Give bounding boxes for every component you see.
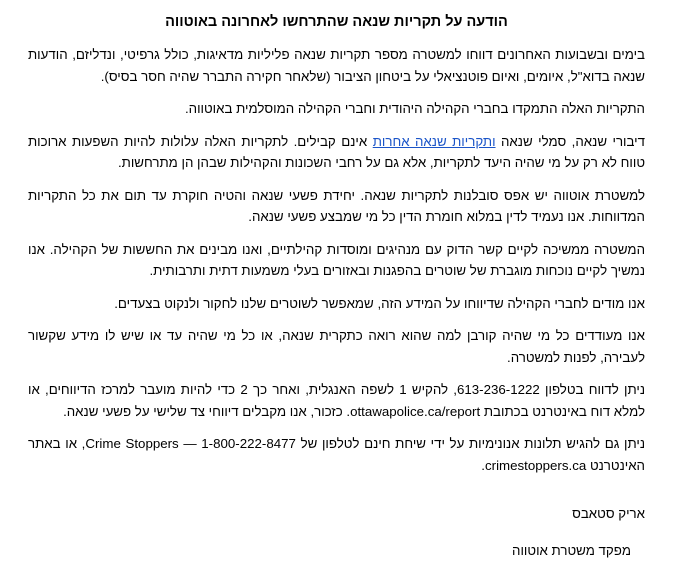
paragraph-1: בימים ובשבועות האחרונים דווחו למשטרה מספר תקריות שנאה פליליות מדאיגות, כולל גרפיטי, ונדליזם, הודעות שנאה בדוא"ל, איומים, ואיום פוטנציאלי על ביטחון הציבור (שלאחר חקירה התברר שהיה חסר בסיס). — [28, 47, 645, 84]
signature-block — [28, 503, 645, 562]
paragraph-2: התקריות האלה התמקדו בחברי הקהילה היהודית וחברי הקהילה המוסלמית באוטווה. — [184, 101, 645, 117]
paragraph-6: אנו מודים לחברי הקהילה שדיווחו על המידע הזה, שמאפשר לשוטרים שלנו לחקור ולנקוט בצעדים. — [114, 295, 645, 311]
paragraph-3-text-after: אינם קבילים. לתקריות האלה עלולות להיות השפעות ארוכות טווח לא רק על מי שהיה היעד לתקריות, אלא גם על רחבי השכונות והקהילות שבהן הן מתרחשות. — [28, 133, 645, 171]
signature-name: אריק סטאבס — [572, 505, 645, 521]
paragraph-7: אנו מעודדים כל מי שהיה קורבן למה שהוא רואה כתקרית שנאה, או כל מי שהיה עד או שיש לו מידע שקשור לעבירה, לפנות למשטרה. — [28, 328, 645, 365]
paragraph-3 — [28, 131, 645, 174]
signature-role: מפקד משטרת אוטווה — [512, 543, 631, 559]
paragraph-4: למשטרת אוטווה יש אפס סובלנות לתקריות שנאה. יחידת פשעי שנאה והטיה חוקרת עד תום את כל התקריות המדווחות. אנו נעמיד לדין במלוא חומרת הדין כל מי שמבצע פשעי שנאה. — [28, 187, 645, 225]
paragraph-3-text-before: דיבורי שנאה, סמלי שנאה — [495, 133, 646, 149]
hate-incidents-link[interactable]: ותקריות שנאה אחרות — [372, 133, 496, 149]
paragraph-9: ניתן גם להגיש תלונות אנונימיות על ידי שיחת חינם לטלפון של Crime Stoppers — 1-800-222-8477, או באתר האינטרנט crimestoppers.ca. — [28, 436, 645, 473]
paragraph-5: המשטרה ממשיכה לקיים קשר הדוק עם מנהיגים ומוסדות קהילתיים, ואנו מבינים את החששות של הקהילה. אנו נמשיך לקיים נוכחות מוגברת של שוטרים בהפגנות ובאזורים בעלי משמעות דתית ותרבותית. — [28, 241, 645, 279]
paragraph-8: ניתן לדווח בטלפון 613-236-1222, להקיש 1 לשפה האנגלית, ואחר כך 2 כדי להיות מועבר למרכז הדיווחים, או למלא דוח באינטרנט בכתובת ottawapolice.ca/report. כזכור, אנו מקבלים דיווחי צד שלישי על פשעי שנאה. — [28, 382, 645, 419]
page-title: הודעה על תקריות שנאה שהתרחשו לאחרונה באוטווה — [165, 14, 508, 30]
